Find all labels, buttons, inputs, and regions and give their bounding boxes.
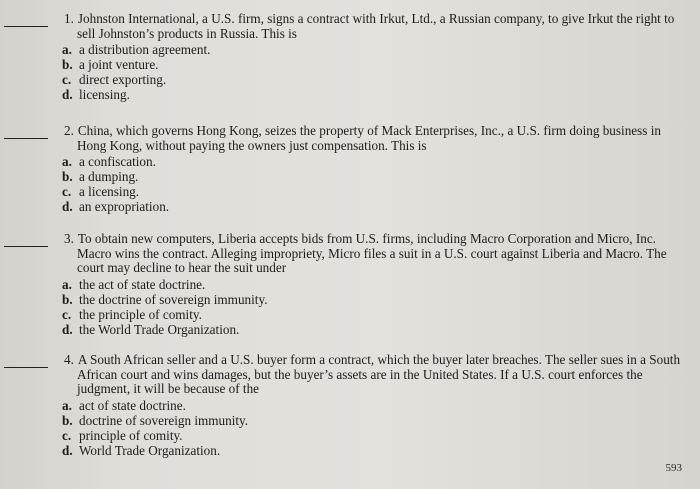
option-text: a licensing.: [79, 184, 140, 199]
option-list: [62, 277, 700, 337]
option-b: [62, 169, 700, 184]
option-a: [62, 154, 700, 169]
option-text: a confiscation.: [79, 154, 156, 169]
option-text: an expropriation.: [79, 199, 170, 214]
option-d: [62, 443, 700, 458]
question-1: [0, 12, 700, 102]
option-text: act of state doctrine.: [79, 397, 186, 413]
option-letter: a.: [62, 42, 72, 57]
option-d: [62, 87, 700, 102]
question-stem: [64, 353, 682, 397]
option-letter: c.: [62, 184, 72, 199]
question-number: 3.: [64, 231, 74, 246]
option-letter: c.: [62, 427, 72, 443]
option-c: [62, 307, 700, 322]
question-number: 2.: [64, 123, 74, 138]
option-letter: b.: [62, 57, 73, 72]
question-number: 1.: [64, 11, 74, 26]
option-letter: d.: [62, 321, 73, 337]
option-text: licensing.: [79, 87, 130, 102]
option-letter: d.: [62, 442, 73, 458]
answer-blank: [4, 367, 48, 368]
option-d: [62, 322, 700, 337]
question-3: [0, 232, 700, 337]
option-b: [62, 292, 700, 307]
option-c: [62, 428, 700, 443]
option-text: principle of comity.: [79, 427, 183, 443]
option-d: [62, 199, 700, 214]
option-text: a dumping.: [79, 169, 139, 184]
question-stem: [64, 232, 682, 276]
answer-blank: [4, 26, 48, 27]
option-a: [62, 398, 700, 413]
option-letter: d.: [62, 199, 73, 214]
answer-blank: [4, 246, 48, 247]
option-text: the principle of comity.: [79, 306, 202, 322]
answer-blank: [4, 138, 48, 139]
option-letter: b.: [62, 169, 73, 184]
question-number: 4.: [64, 352, 74, 367]
option-text: a distribution agreement.: [79, 42, 211, 57]
question-text: China, which governs Hong Kong, seizes the property of Mack Enterprises, Inc., a U.S. firm doing business in Hong Kong, without paying the owners just compensation. This is: [77, 123, 661, 153]
question-text: Johnston International, a U.S. firm, signs a contract with Irkut, Ltd., a Russian company, to give Irkut the right to sell Johnston’s products in Russia. This is: [77, 11, 675, 41]
question-text: A South African seller and a U.S. buyer form a contract, which the buyer later breaches. The seller sues in a South African court and wins damages, but the buyer’s assets are in the United States. If a U.S. court enforces the judgment, it will be because of the: [77, 352, 681, 396]
option-a: [62, 42, 700, 57]
option-letter: a.: [62, 154, 72, 169]
option-text: the act of state doctrine.: [79, 276, 206, 292]
question-stem: [64, 12, 682, 41]
option-c: [62, 72, 700, 87]
option-text: the doctrine of sovereign immunity.: [79, 291, 268, 307]
question-4: [0, 353, 700, 458]
option-letter: b.: [62, 291, 73, 307]
option-list: [62, 42, 700, 102]
option-letter: c.: [62, 72, 72, 87]
option-list: [62, 398, 700, 458]
page-number: 593: [665, 462, 682, 474]
option-b: [62, 413, 700, 428]
option-a: [62, 277, 700, 292]
question-stem: [64, 124, 682, 153]
option-letter: c.: [62, 306, 72, 322]
option-text: doctrine of sovereign immunity.: [79, 412, 249, 428]
option-text: the World Trade Organization.: [79, 321, 240, 337]
option-text: World Trade Organization.: [79, 442, 221, 458]
option-letter: d.: [62, 87, 73, 102]
question-2: [0, 124, 700, 214]
option-letter: a.: [62, 276, 72, 292]
question-text: To obtain new computers, Liberia accepts bids from U.S. firms, including Macro Corporation and Micro, Inc. Macro wins the contract. Alleging impropriety, Micro files a suit in a U.S. court against Liberia and Macro. The court may decline to hear the suit under: [77, 231, 667, 275]
option-c: [62, 184, 700, 199]
option-text: a joint venture.: [79, 57, 159, 72]
option-list: [62, 154, 700, 214]
option-letter: b.: [62, 412, 73, 428]
option-letter: a.: [62, 397, 72, 413]
option-b: [62, 57, 700, 72]
option-text: direct exporting.: [79, 72, 167, 87]
